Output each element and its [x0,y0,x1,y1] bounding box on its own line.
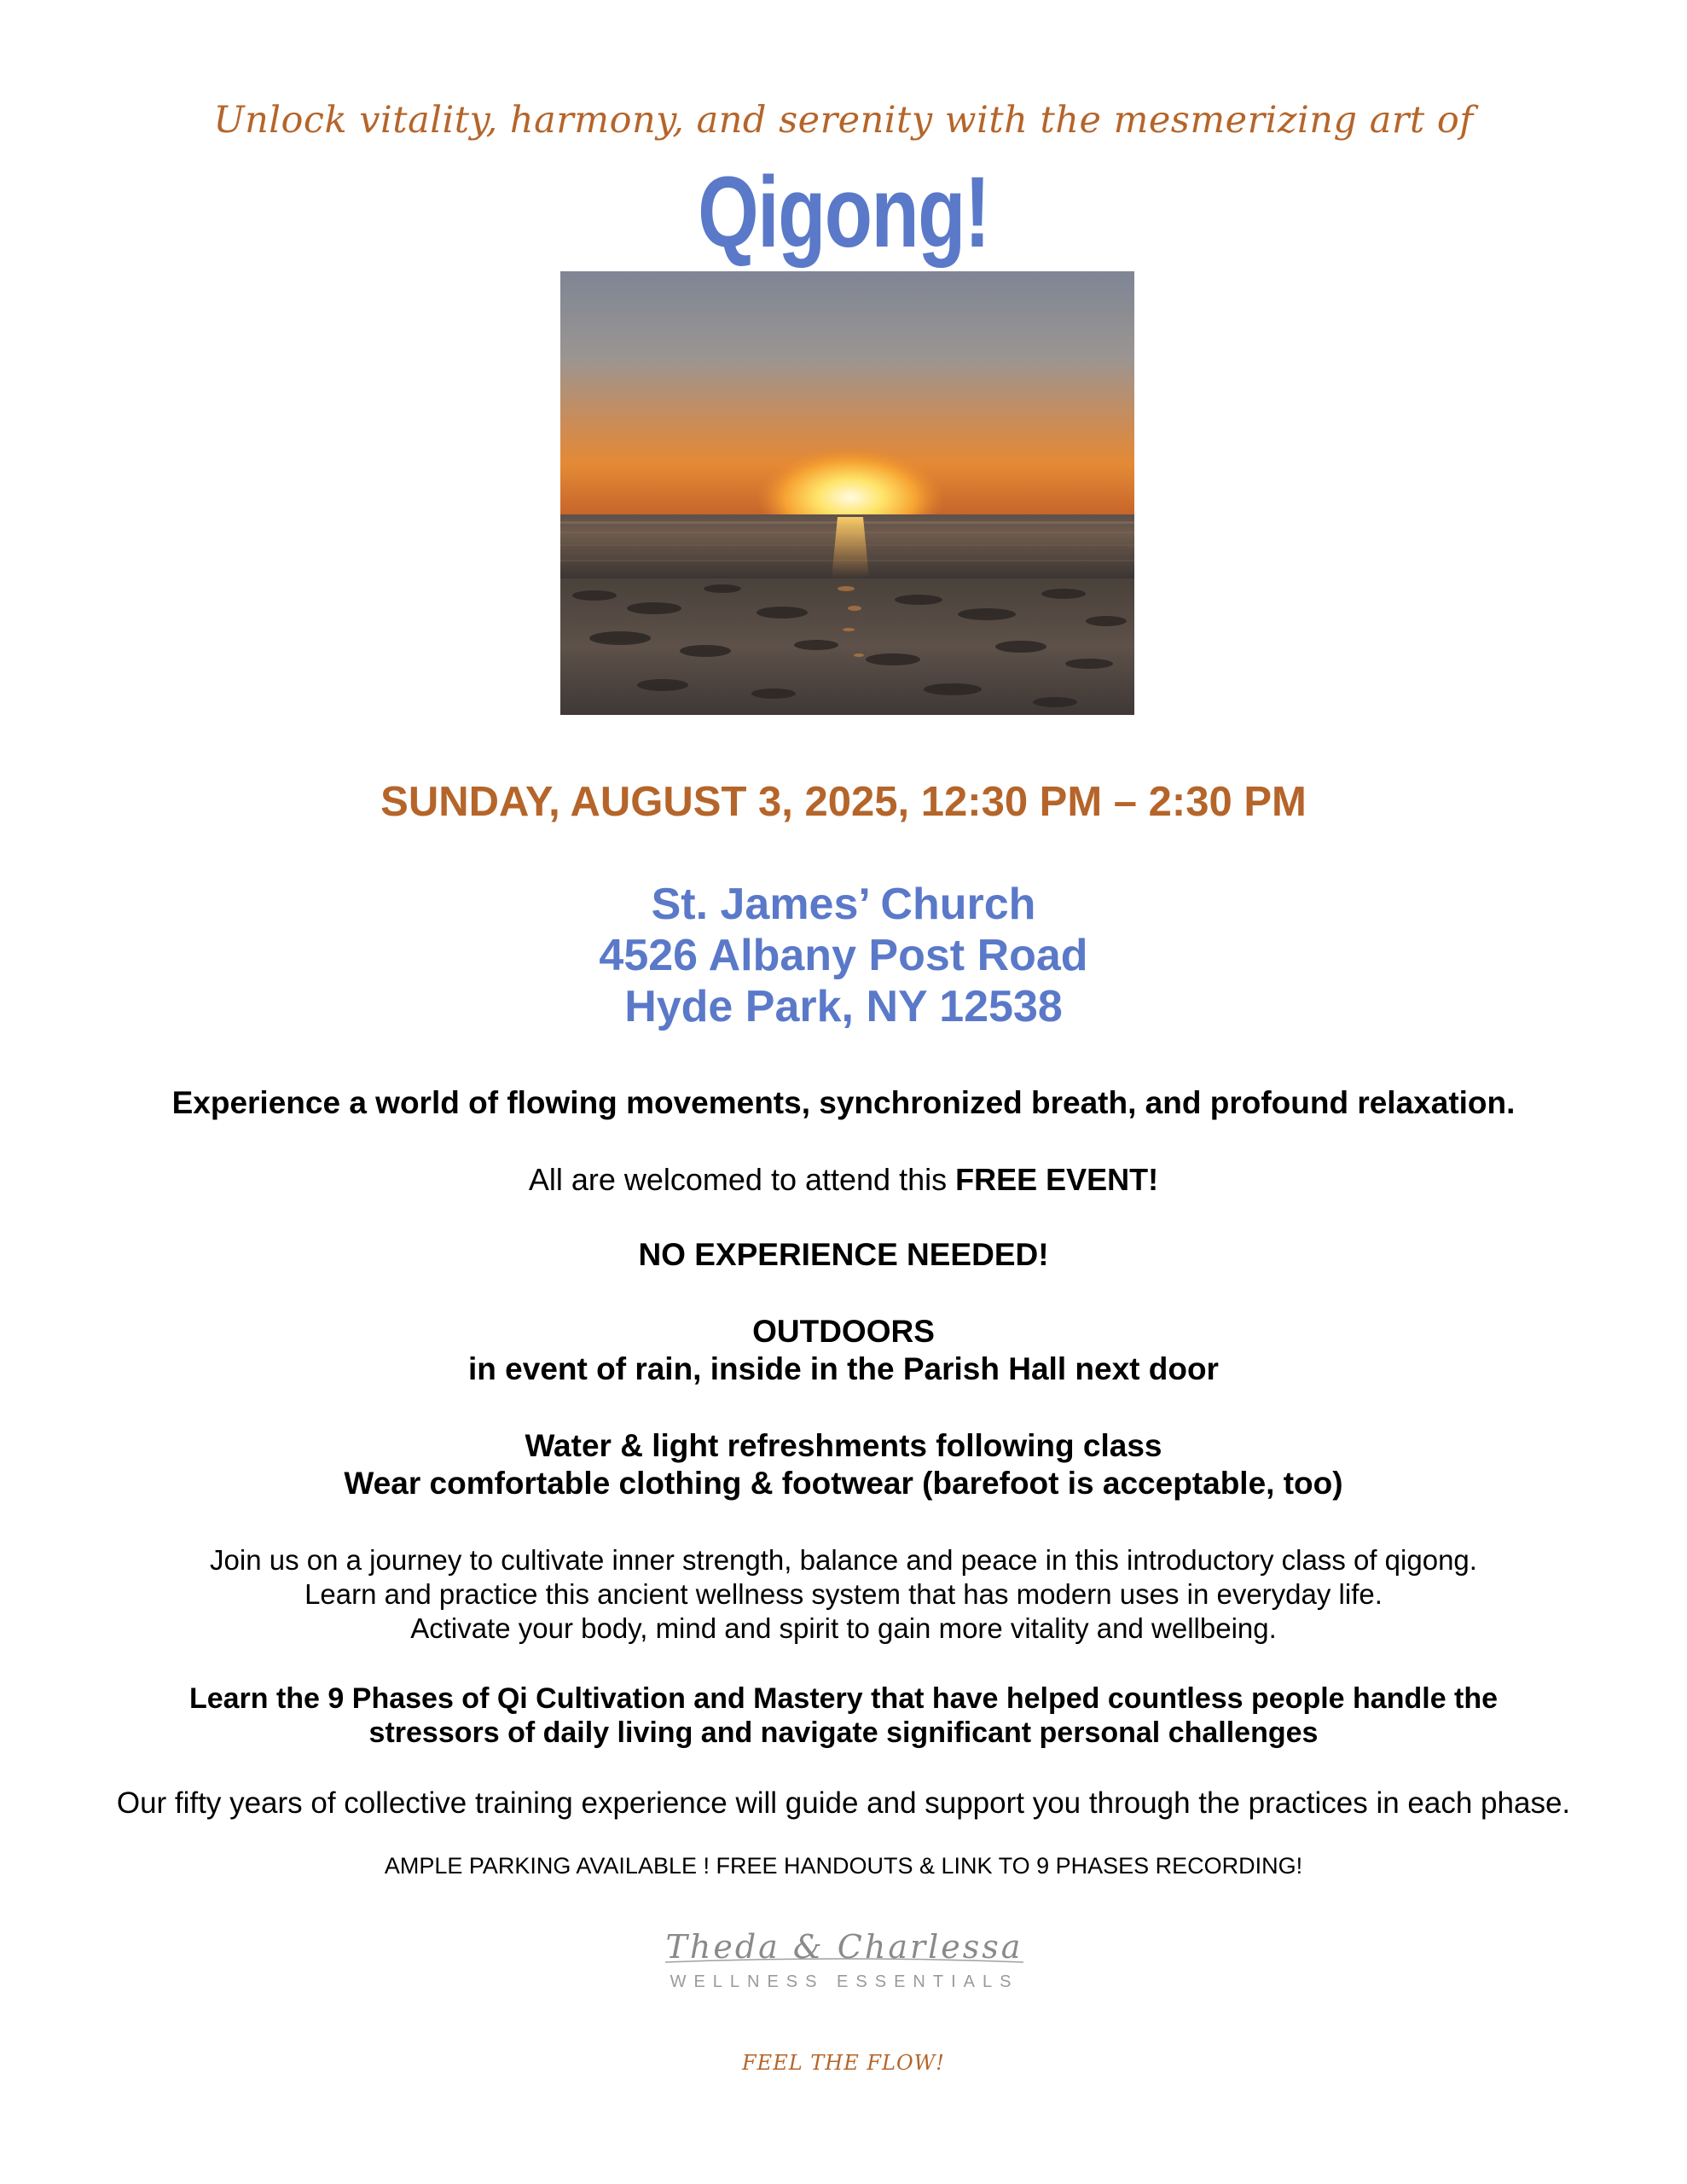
welcome-prefix: All are welcomed to attend this [528,1162,956,1197]
venue-city: Hyde Park, NY 12538 [624,982,1063,1031]
journey-line: Learn and practice this ancient wellness system that has modern uses in everyday life. [304,1578,1383,1610]
welcome-text [0,1162,1687,1198]
parking-text: AMPLE PARKING AVAILABLE ! FREE HANDOUTS & LINK TO 9 PHASES RECORDING! [384,1853,1303,1879]
experience-text: Our fifty years of collective training experience will guide and support you through the practices in each phase. [116,1786,1571,1820]
tagline: Unlock vitality, harmony, and serenity with the mesmerizing art of [213,99,1474,142]
intro-text: Experience a world of flowing movements, synchronized breath, and profound relaxation. [171,1085,1516,1120]
wellness-essentials-logo [648,1928,1041,2005]
sunset-beach-photo [560,271,1134,715]
phases-line: Learn the 9 Phases of Qi Cultivation and Mastery that have helped countless people handle the [188,1682,1499,1715]
logo-swash [648,1954,1041,1971]
venue-street: 4526 Albany Post Road [599,931,1088,980]
journey-line: Join us on a journey to cultivate inner strength, balance and peace in this introductory class of qigong. [210,1544,1477,1576]
footer-slogan: FEEL THE FLOW! [742,2051,945,2075]
outdoors-note: in event of rain, inside in the Parish Hall next door [468,1351,1219,1386]
no-experience-text: NO EXPERIENCE NEEDED! [638,1237,1049,1272]
free-event-emphasis: FREE EVENT! [955,1162,1159,1197]
journey-line: Activate your body, mind and spirit to gain more vitality and wellbeing. [410,1612,1277,1644]
clothing-text: Wear comfortable clothing & footwear (barefoot is acceptable, too) [344,1466,1343,1501]
logo-script: Theda & Charlessa [665,1928,1023,1966]
phases-line: stressors of daily living and navigate significant personal challenges [368,1716,1319,1749]
event-date-time: SUNDAY, AUGUST 3, 2025, 12:30 PM – 2:30 PM [380,779,1307,825]
logo-subtitle: WELLNESS ESSENTIALS [670,1972,1019,1991]
outdoors-title: OUTDOORS [752,1314,935,1349]
venue-name: St. James’ Church [651,880,1036,929]
page-title: Qigong! [698,156,989,269]
refreshments-text: Water & light refreshments following class [525,1428,1162,1463]
